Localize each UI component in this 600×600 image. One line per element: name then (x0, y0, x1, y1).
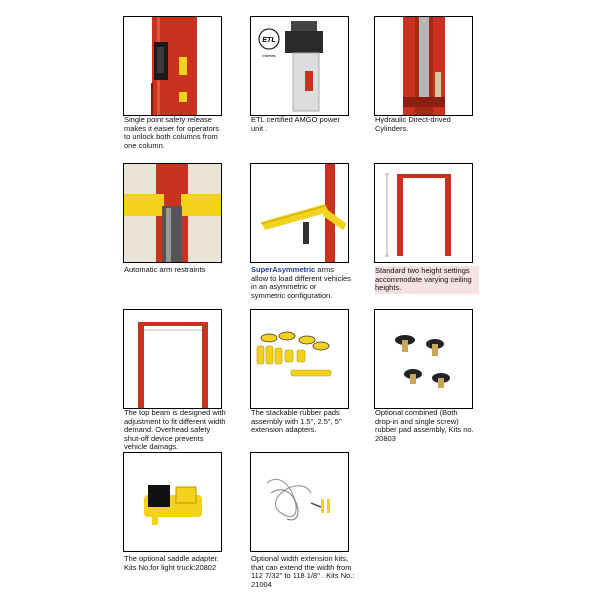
caption-arm-restraints: Automatic arm restraints (124, 265, 206, 274)
image-arm-restraints (123, 163, 222, 263)
caption-hydraulic-cylinders: Hydraulic Direct-drived Cylinders. (375, 115, 451, 133)
svg-text:ETL: ETL (262, 37, 276, 44)
caption-asymmetric-arms: SuperAsymmetric arms allow to load different vehicles in an asymmetric or symmetric configuration. (251, 265, 351, 300)
image-saddle-adapter (123, 452, 222, 552)
image-asymmetric-arms (250, 163, 349, 263)
caption-power-unit: ETL certified AMGO power unit . (251, 115, 340, 133)
caption-saddle-adapter: The optional saddle adapter. Kits No.for light truck:20802 (124, 554, 219, 572)
svg-text:Intertek: Intertek (262, 53, 276, 58)
image-hydraulic-cylinders (374, 16, 473, 116)
caption-rubber-pad-assembly: Optional combined (Both drop-in and single screw) rubber pad assembly, Kits no. 20803 (375, 408, 474, 443)
image-width-extension-kits (250, 452, 349, 552)
caption-width-extension-kits: Optional width extension kits, that can extend the width from 112 7/32" to 118 1/8" . Kits No.: 21004 (251, 554, 355, 589)
image-height-settings (374, 163, 473, 263)
superasymmetric-label: SuperAsymmetric (251, 265, 316, 274)
image-safety-release (123, 16, 222, 116)
caption-top-beam: The top beam is designed with adjustment to fit different width demand. Overhead safety shut-off device prevents vehicle damags. (124, 408, 226, 452)
image-rubber-pad-assembly (374, 309, 473, 409)
image-stackable-pads (250, 309, 349, 409)
caption-stackable-pads: The stackable rubber pads assembly with 1.5", 2.5", 5" extension adapters. (251, 408, 342, 435)
caption-safety-release: Single point safety release makes it easier for operators to unlock both columns from one column. (124, 115, 220, 150)
image-power-unit (250, 16, 349, 116)
caption-height-settings: Standard two height settings accommodate varying ceiling heights. (375, 266, 479, 294)
image-top-beam (123, 309, 222, 409)
